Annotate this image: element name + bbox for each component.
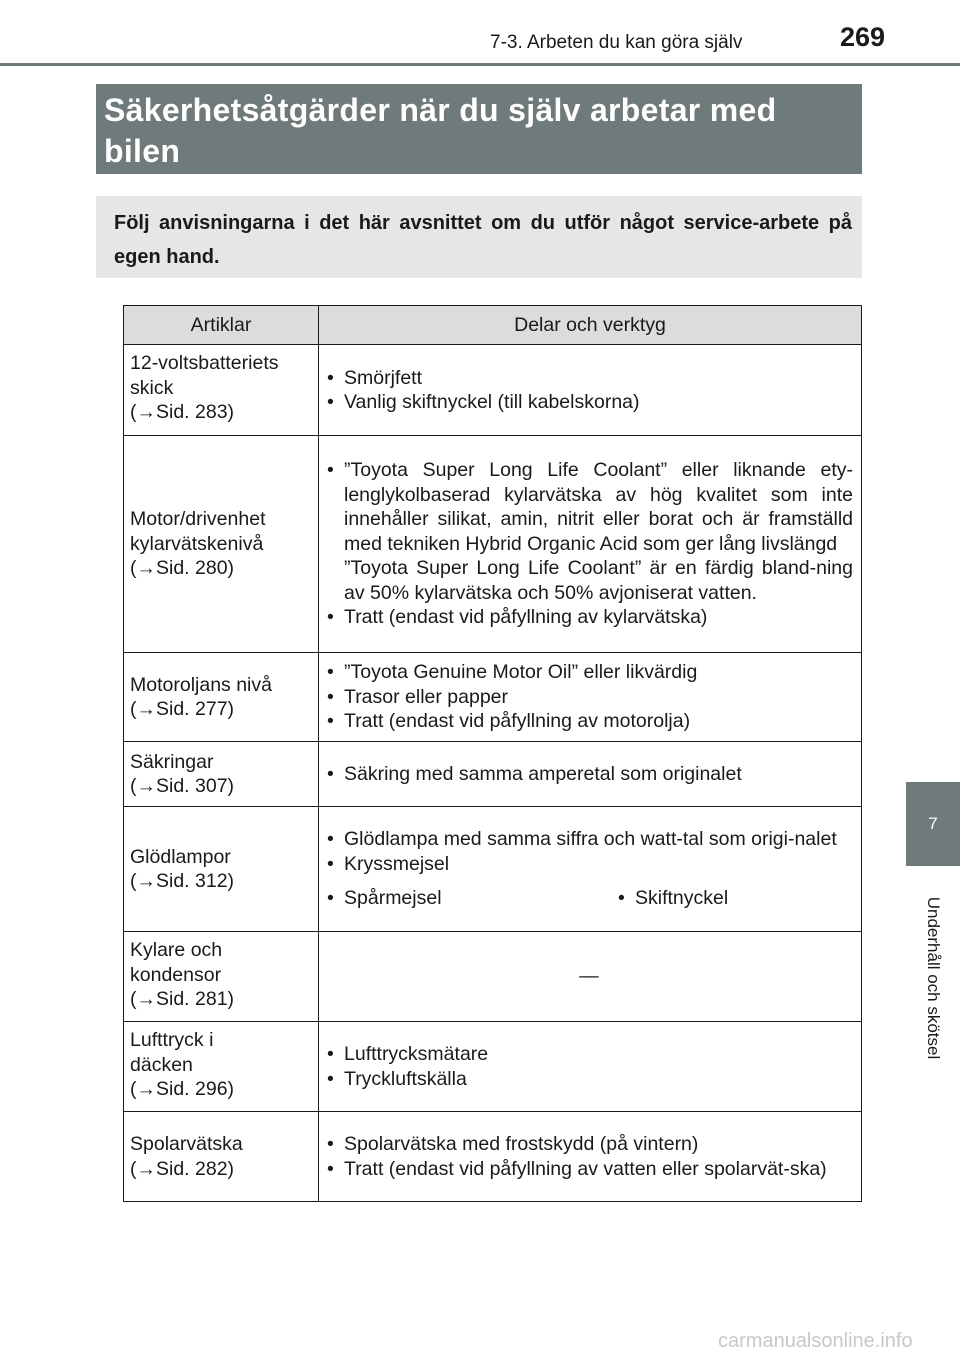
watermark: carmanualsonline.info — [718, 1330, 913, 1352]
list-item: • Trasor eller papper — [325, 685, 853, 710]
intro-text: Följ anvisningarna i det här avsnittet om du utför något service-arbete på egen hand. — [96, 196, 862, 278]
tools-cell — [319, 436, 862, 653]
article-line: kondensor — [130, 963, 222, 986]
article-line: Glödlampor — [130, 845, 231, 868]
list-item: • Tratt (endast vid påfyllning av motorolja) — [325, 709, 853, 734]
tools-cell — [319, 345, 862, 436]
page-reference: (→Sid. 283) — [130, 401, 235, 423]
page-number: 269 — [840, 22, 886, 52]
page-reference: (→Sid. 282) — [130, 1157, 235, 1180]
list-item: • Lufttrycksmätare — [325, 1042, 853, 1067]
page-reference: (→Sid. 280) — [130, 557, 235, 580]
tools-cell — [319, 1022, 862, 1112]
article-line: däcken — [130, 1053, 193, 1076]
list-item: • Skiftnyckel — [616, 886, 728, 911]
page-title: Säkerhetsåtgärder när du själv arbetar med bilen — [96, 84, 862, 174]
page-reference: (→Sid. 312) — [130, 870, 235, 892]
list-item: • Vanlig skiftnyckel (till kabelskorna) — [325, 390, 853, 415]
list-item: • Tratt (endast vid påfyllning av vatten eller spolarvät-ska) — [325, 1157, 853, 1182]
list-item: • Spårmejsel — [325, 886, 616, 911]
article-cell — [124, 345, 319, 436]
list-item: • Tratt (endast vid påfyllning av kylarvätska) — [325, 605, 853, 630]
article-cell — [124, 932, 319, 1022]
column-header-articles: Artiklar — [124, 306, 319, 345]
article-cell — [124, 807, 319, 932]
tools-cell — [319, 1112, 862, 1202]
section-title: 7-3. Arbeten du kan göra själv — [490, 32, 743, 53]
column-header-tools: Delar och verktyg — [319, 306, 862, 345]
coolant-note: ”Toyota Super Long Life Coolant” är en färdig bland-ning av 50% kylarvätska och 50% avjoniserat vatten. — [344, 557, 853, 604]
table-header-row — [124, 306, 862, 345]
table-row — [124, 807, 862, 932]
list-item: • Kryssmejsel — [325, 852, 853, 877]
article-cell — [124, 436, 319, 653]
article-cell — [124, 1022, 319, 1112]
table-row — [124, 1022, 862, 1112]
table-row — [124, 345, 862, 436]
list-item: • ”Toyota Super Long Life Coolant” eller liknande ety-lenglykolbaserad kylarvätska av hög kvalitet som inte innehåller silikat, amin, nitrit eller borat och är framställd med tekniken Hybrid Organic Acid som ger lång livslängd — [325, 458, 853, 556]
article-cell — [124, 653, 319, 742]
tools-cell-empty: — — [319, 932, 862, 1022]
tools-cell — [319, 807, 862, 932]
article-line: Lufttryck i — [130, 1029, 214, 1051]
table-row — [124, 653, 862, 742]
article-line: Säkringar — [130, 750, 214, 773]
article-cell — [124, 742, 319, 807]
article-line: Spolarvätska — [130, 1133, 243, 1155]
article-line: 12-voltsbatteriets — [130, 352, 279, 374]
article-line: kylarvätskenivå — [130, 532, 264, 555]
article-line: Motor/drivenhet — [130, 508, 266, 531]
list-item: • Spolarvätska med frostskydd (på vintern) — [325, 1132, 853, 1157]
page-reference: (→Sid. 296) — [130, 1078, 235, 1100]
list-item: • Tryckluftskälla — [325, 1067, 853, 1092]
table-row — [124, 1112, 862, 1202]
article-line: Motoroljans nivå — [130, 673, 272, 696]
table-row — [124, 932, 862, 1022]
page-reference: (→Sid. 307) — [130, 775, 235, 797]
chapter-tab — [906, 782, 960, 866]
tools-two-column — [325, 886, 853, 911]
list-item: • Säkring med samma amperetal som originalet — [325, 762, 853, 787]
header-rule — [0, 63, 960, 66]
article-line: skick — [130, 376, 174, 399]
chapter-number: 7 — [928, 814, 938, 833]
tools-cell — [319, 653, 862, 742]
list-item: • Smörjfett — [325, 366, 853, 391]
list-item: • ”Toyota Genuine Motor Oil” eller likvärdig — [325, 660, 853, 685]
table-row — [124, 436, 862, 653]
page-reference: (→Sid. 281) — [130, 988, 235, 1010]
article-line: Kylare och — [130, 939, 223, 961]
table-row — [124, 742, 862, 807]
parts-table — [123, 305, 862, 1202]
tools-cell — [319, 742, 862, 807]
list-item: • Glödlampa med samma siffra och watt-tal som origi-nalet — [325, 827, 853, 852]
page-reference: (→Sid. 277) — [130, 698, 235, 720]
article-cell — [124, 1112, 319, 1202]
chapter-label: Underhåll och skötsel — [924, 896, 943, 1060]
